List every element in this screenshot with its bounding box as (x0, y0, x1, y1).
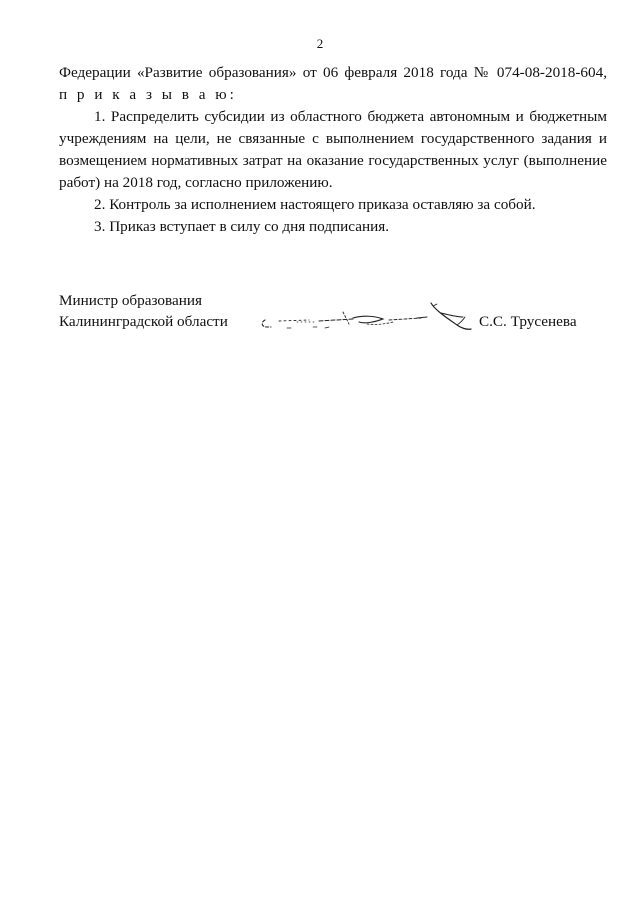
preamble-line: Федерации «Развитие образования» от 06 февраля 2018 года № 074-08-2018-604, (59, 64, 607, 81)
signature-block (59, 290, 619, 340)
signatory-name: С.С. Трусенева (479, 313, 577, 330)
order-keyword (59, 84, 607, 106)
page-number: 2 (316, 36, 324, 51)
signatory-position (59, 290, 228, 332)
order-item-3: 3. Приказ вступает в силу со дня подписания. (94, 218, 390, 235)
order-body (59, 62, 607, 238)
handwritten-signature (257, 294, 479, 338)
order-item-2: 2. Контроль за исполнением настоящего приказа оставляю за собой. (94, 196, 536, 213)
signatory-position-line-2: Калининградской области (59, 313, 228, 330)
signatory-position-line-1: Министр образования (59, 292, 202, 309)
order-item-1: 1. Распределить субсидии из областного бюджета автономным и бюджетным учреждениям на цели, не связанные с выполнением государственного задания и возмещением нормативных затрат на оказание государственных услуг (выполнение работ) на 2018 год, согласно приложению. (59, 108, 607, 191)
order-keyword-text: п р и к а з ы в а ю: (59, 86, 237, 103)
